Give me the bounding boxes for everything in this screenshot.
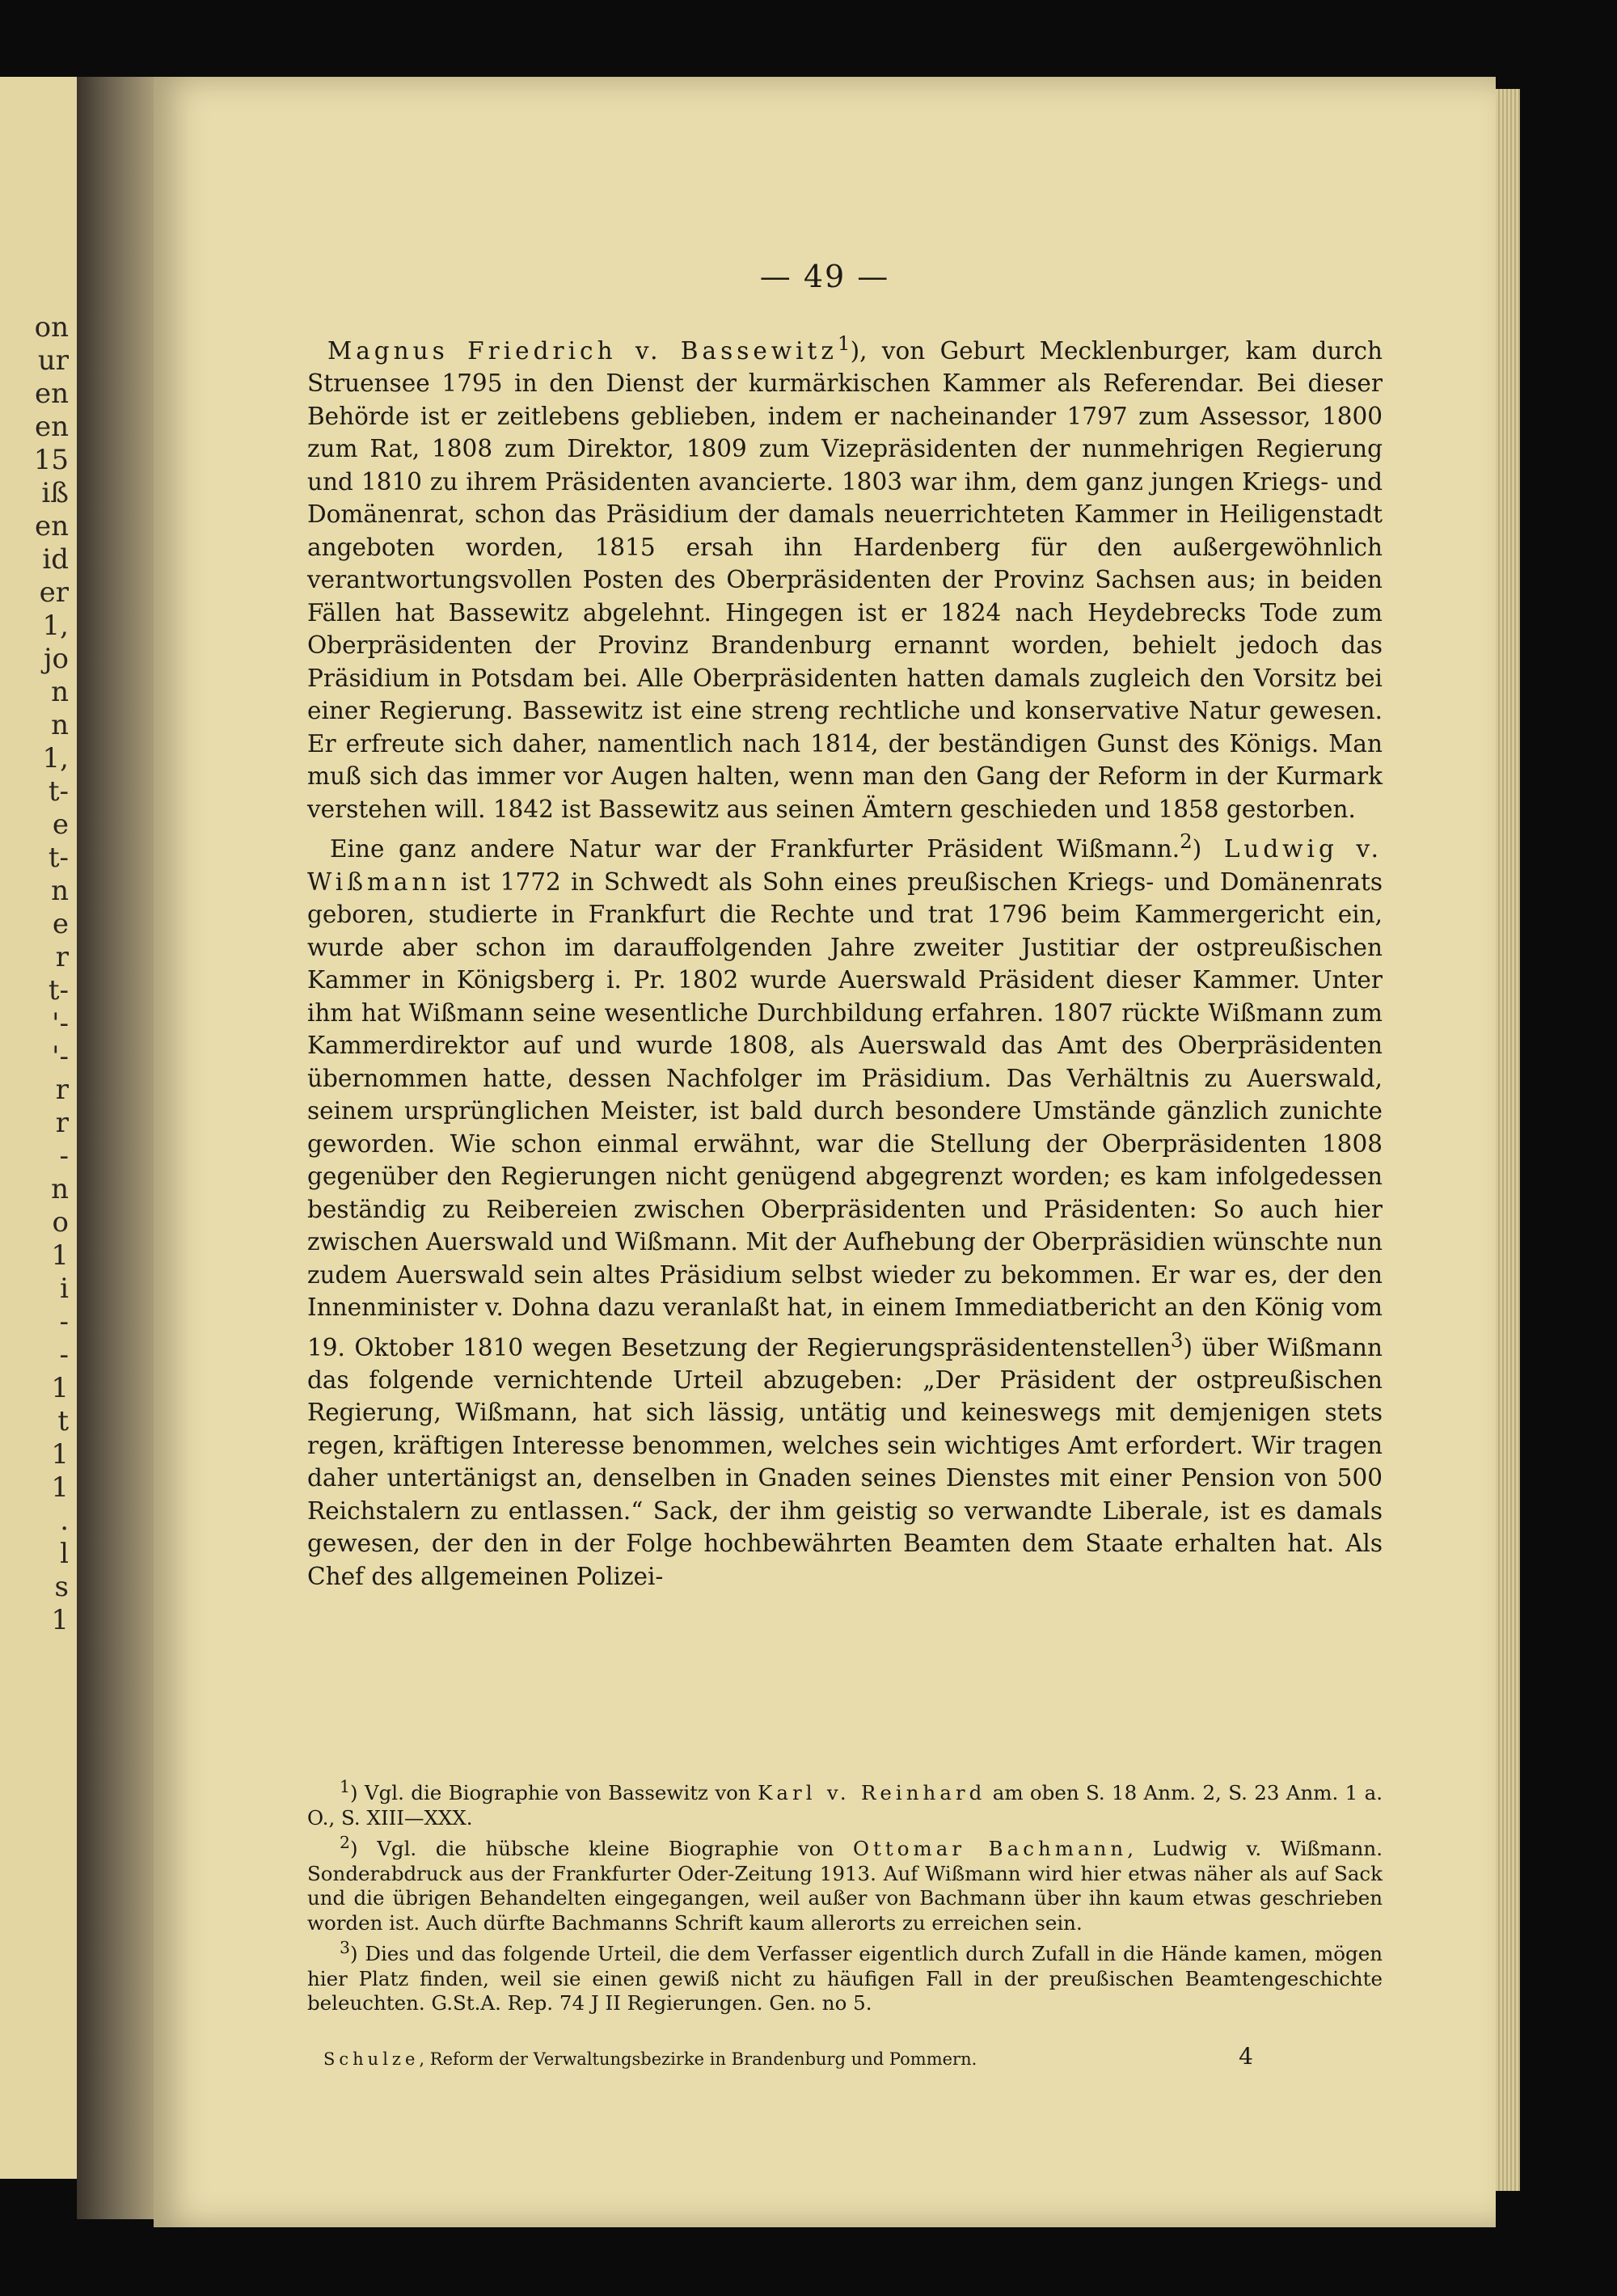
footnote-mark: 3 (340, 1938, 350, 1958)
facing-page-fragment: er (39, 576, 69, 609)
facing-page-fragment: n (51, 709, 69, 741)
facing-page-fragment: . (60, 1505, 69, 1537)
paragraph-wissmann (307, 825, 1383, 1593)
facing-page-fragment: t- (48, 775, 69, 808)
footnote-text: ) Dies und das folgende Urteil, die dem Verfasser eigentlich durch Zufall in die Hände kamen, mögen hier Platz finden, weil sie einen gewiß nicht zu häufigen Fall in der preußischen Beamtengeschichte beleuchten. G.St.A. Rep. 74 J II Regierungen. Gen. no 5. (307, 1942, 1383, 2015)
facing-page-fragment: '- (52, 1040, 69, 1073)
facing-page-fragment: ur (37, 344, 69, 377)
facing-page-fragment: 1 (51, 1372, 69, 1404)
facing-page-fragment: t- (48, 974, 69, 1007)
facing-page-fragment: n (51, 1173, 69, 1205)
footnote-1 (307, 1775, 1383, 1830)
footnote-ref: 2 (1180, 829, 1193, 854)
facing-page-fragment: 15 (33, 444, 69, 476)
facing-page-fragment: 1 (51, 1471, 69, 1504)
facing-page-fragment: 1 (51, 1239, 69, 1272)
facing-page-fragment: - (59, 1339, 69, 1371)
facing-page-fragment: n (51, 875, 69, 907)
paragraph-text: ), von Geburt Mecklenburger, kam durch Struensee 1795 in den Dienst der kurmärkischen Kammer als Referendar. Bei dieser Behörde ist er zeitlebens geblieben, indem er nacheinander 1797 zum Assessor, 1800 zum Rat, 1808 zum Direktor, 1809 zum Vizepräsidenten der nunmehrigen Regierung und 1810 zu ihrem Präsidenten avancierte. 1803 war ihm, dem ganz jungen Kriegs- und Domänenrat, schon das Präsidium der damals neuerrichteten Kammer in Heiligenstadt angeboten worden, 1815 ersah ihn Hardenberg für den außergewöhnlich verantwortungsvollen Posten des Oberpräsidenten der Provinz Sachsen aus; in beiden Fällen hat Bassewitz abgelehnt. Hingegen ist er 1824 nach Heydebrecks Tode zum Oberpräsidenten der Provinz Brandenburg ernannt worden, behielt jedoch das Präsidium in Potsdam bei. Alle Oberpräsidenten hatten damals zugleich den Vorsitz bei einer Regierung. Bassewitz ist eine streng rechtliche und konservative Natur gewesen. Er erfreute sich daher, namentlich nach 1814, der beständigen Gunst des Königs. Man muß sich das immer vor Augen halten, wenn man den Gang der Reform in der Kurmark verstehen will. 1842 ist Bassewitz aus seinen Ämtern geschieden und 1858 gestorben. (307, 336, 1383, 823)
facing-page-fragment: jo (43, 643, 69, 675)
paragraph-text: ) über Wißmann das folgende vernichtende Urteil abzugeben: „Der Präsident der ostpreußischen Regierung, Wißmann, hat sich lässig, untätig und keineswegs mit demjenigen stets regen, kräftigen Interesse benommen, welches sein wichtiges Amt erfordert. Wir tragen daher untertänigst an, denselben in Gnaden seines Dienstes mit einer Pension von 500 Reichstalern zu entlassen.“ Sack, der ihm geistig so verwandte Liberale, ist es damals gewesen, der den in der Folge hochbewährten Beamten dem Staate erhalten hat. Als Chef des allgemeinen Polizei- (307, 1333, 1383, 1590)
facing-page-fragment: e (52, 908, 69, 940)
paragraph-text: ist 1772 in Schwedt als Sohn eines preußischen Kriegs- und Domänenrats geboren, studierte in Frankfurt die Rechte und trat 1796 beim Kammergericht ein, wurde aber schon im darauffolgenden Jahre zweiter Justitiar der ostpreußischen Kammer in Königsberg i. Pr. 1802 wurde Auerswald Präsident dieser Kammer. Unter ihm hat Wißmann seine wesentliche Durchbildung erfahren. 1807 rückte Wißmann zum Kammerdirektor auf und wurde 1808, als Auerswald das Amt des Oberpräsidenten übernommen hatte, dessen Nachfolger im Präsidium. Das Verhältnis zu Auerswald, seinem ursprünglichen Meister, ist bald durch besondere Umstände gänzlich zunichte geworden. Wie schon einmal erwähnt, war die Stellung der Oberpräsidenten 1808 gegenüber den Regierungen nicht genügend abgegrenzt worden; es kam infolgedessen beständig zu Reibereien zwischen Oberpräsidenten und Präsidenten: So auch hier zwischen Auerswald und Wißmann. Mit der Aufhebung der Oberpräsidien wünschte nun zudem Auerswald sein altes Präsidium selbst wieder zu bekommen. Er war es, der den Innenminister v. Dohna dazu veranlaßt hat, in einem Immediatbericht an den König vom 19. Oktober 1810 wegen Besetzung der Regierungspräsidentenstellen (307, 867, 1383, 1361)
signature-mark: 4 (1239, 2043, 1253, 2070)
facing-page-fragment: l (60, 1538, 69, 1570)
facing-page-fragment: s (54, 1571, 69, 1603)
footnote-mark: 1 (340, 1777, 350, 1796)
facing-page-fragment: e (52, 808, 69, 841)
facing-page-fragment: - (59, 1306, 69, 1338)
facing-page-fragment: iß (41, 477, 69, 509)
page-footer (323, 2043, 1374, 2070)
person-name: Magnus Friedrich v. Bassewitz (327, 336, 838, 365)
facing-page-fragment: on (34, 311, 69, 344)
footnote-ref: 3 (1170, 1327, 1184, 1352)
facing-page-fragment: en (34, 411, 69, 443)
footer-author: Schulze (323, 2049, 420, 2069)
facing-page-fragment: en (34, 510, 69, 542)
facing-page-fragment: n (51, 676, 69, 708)
main-text (307, 327, 1383, 1593)
facing-page-fragment: en (34, 378, 69, 410)
footnote-ref: 1 (837, 331, 851, 355)
footnote-author: Ottomar Bachmann (852, 1837, 1128, 1861)
facing-page-fragment: 1, (42, 742, 69, 774)
book-page (154, 77, 1496, 2227)
facing-page-fragment: o (52, 1206, 69, 1239)
footnote-3 (307, 1935, 1383, 2016)
facing-page-fragment: r (55, 1074, 69, 1106)
facing-page-edge (0, 77, 77, 2179)
facing-page-fragment: r (55, 941, 69, 973)
facing-page-fragment: r (55, 1107, 69, 1139)
footer-title: , Reform der Verwaltungsbezirke in Brandenburg und Pommern. (419, 2049, 977, 2069)
facing-page-fragment: id (42, 543, 69, 576)
facing-page-fragment: 1, (42, 610, 69, 642)
footnote-text: ) Vgl. die hübsche kleine Biographie von (349, 1837, 853, 1861)
footnote-text: am oben S. 18 Anm. 2, S. 23 Anm. 1 a. O., S. XIII—XXX. (307, 1781, 1383, 1830)
facing-page-fragment: i (60, 1273, 69, 1305)
footnotes (307, 1775, 1383, 2016)
footnote-mark: 2 (340, 1833, 350, 1853)
paragraph-bassewitz (307, 327, 1383, 825)
page-stack-edge (1496, 89, 1520, 2191)
footnote-2 (307, 1830, 1383, 1935)
person-name: ) Ludwig v. Wißmann (307, 835, 1383, 896)
facing-page-fragment: 1 (51, 1438, 69, 1471)
page-number: — 49 — (759, 259, 890, 294)
footnote-text: ) Vgl. die Biographie von Bassewitz von (349, 1781, 758, 1805)
facing-page-fragment: t- (48, 842, 69, 874)
facing-page-fragment: t (57, 1405, 69, 1437)
facing-page-fragment: 1 (51, 1604, 69, 1636)
facing-page-fragment: - (59, 1140, 69, 1172)
footnote-author: Karl v. Reinhard (758, 1781, 986, 1805)
paragraph-text: Eine ganz andere Natur war der Frankfurter Präsident Wißmann. (330, 835, 1180, 863)
book-gutter (77, 77, 154, 2219)
facing-page-fragment: '- (52, 1007, 69, 1040)
footnote-text: , Ludwig v. Wißmann. Sonderabdruck aus der Frankfurter Oder-Zeitung 1913. Auf Wißmann wird hier etwas näher als auf Sack und die übrigen Behandelten eingegangen, weil außer von Bachmann über ihn kaum etwas geschrieben worden ist. Auch dürfte Bachmanns Schrift kaum allerorts zu erreichen sein. (307, 1837, 1383, 1935)
